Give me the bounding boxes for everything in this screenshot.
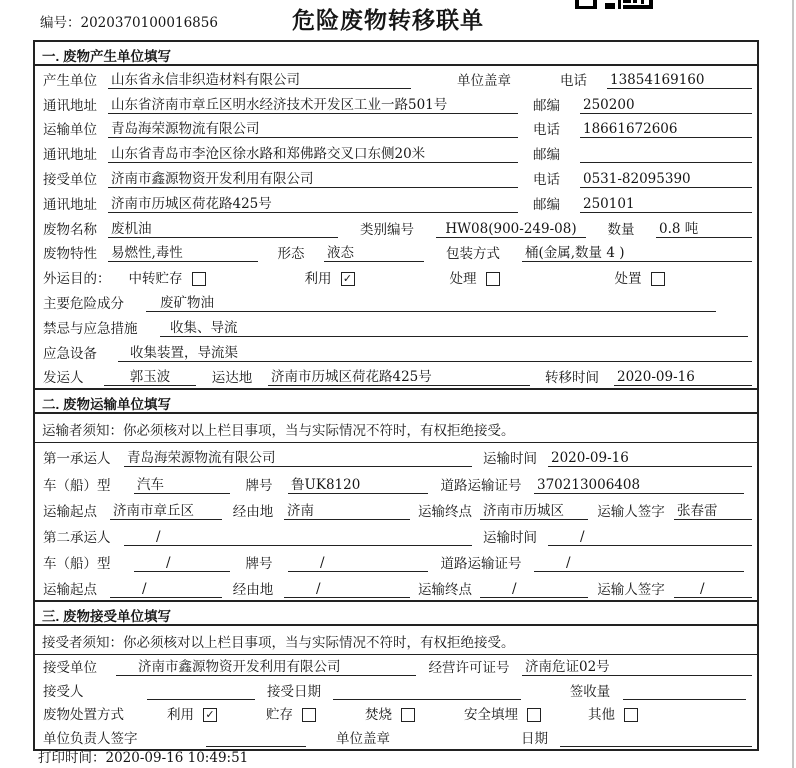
checkbox-disposal-utilize: ✓: [203, 708, 217, 722]
print-time: [38, 746, 248, 766]
quantity-field: 0.8 吨: [656, 217, 752, 238]
document-header: [0, 0, 796, 40]
row-vehicle-1: [35, 469, 757, 495]
vehicle-label: 车（船）型: [43, 555, 111, 572]
plate1-field: 鲁UK8120: [288, 473, 428, 494]
option-label: 利用: [167, 707, 194, 724]
row-disposal-method: [35, 702, 757, 726]
address-label: 通讯地址: [43, 147, 97, 164]
option-label: 焚烧: [365, 707, 392, 724]
via-label: 经由地: [232, 503, 274, 520]
vehicle-label: 车（船）型: [43, 477, 111, 494]
purpose-option-dispose: [612, 267, 665, 287]
row-transporter-address: [35, 140, 757, 165]
vehicle2-field: /: [134, 555, 230, 572]
transport-time-label: 运输时间: [483, 451, 537, 468]
transporter-notice: 运输者须知：你必须核对以上栏目事项，当与实际情况不符时，有权拒绝接受。: [35, 414, 757, 443]
signed-qty-field: [623, 699, 746, 700]
form-label: 形态: [277, 246, 305, 263]
license-field: 济南危证02号: [522, 655, 752, 676]
row-carrier-1: [35, 443, 757, 469]
sign1-field: 张春雷: [674, 499, 752, 520]
page-title: 危险废物转移联单: [292, 7, 484, 33]
zip-label: 邮编: [533, 97, 560, 114]
equipment-field: 收集装置，导流渠: [118, 341, 752, 362]
checkbox-transfer-storage: [192, 272, 206, 286]
row-hazard-component: [35, 289, 757, 314]
equipment-label: 应急设备: [43, 345, 97, 362]
packing-label: 包装方式: [446, 246, 500, 263]
road-cert2-field: /: [534, 555, 744, 572]
row-producer: [35, 66, 757, 91]
shipper-label: 发运人: [43, 370, 84, 387]
row-receiver-address: [35, 190, 757, 215]
section-transport: [35, 388, 757, 600]
section-producer: [35, 42, 757, 388]
disposal-option-utilize: [164, 703, 217, 723]
checkbox-disposal-landfill: [527, 708, 541, 722]
disposal-option-other: [585, 703, 638, 723]
option-label: 安全填埋: [464, 707, 518, 724]
producer-address-field: 山东省济南市章丘区明水经济技术开发区工业一路501号: [108, 93, 518, 114]
carrier1-field: 青岛海荣源物流有限公司: [124, 446, 472, 467]
disposal-option-incinerate: [362, 703, 415, 723]
row-waste-character: [35, 240, 757, 265]
producer-label: 产生单位: [43, 72, 97, 89]
disposal-option-landfill: [461, 703, 541, 723]
transport-time1-field: 2020-09-16: [548, 450, 752, 467]
option-label: 中转贮存: [128, 271, 183, 288]
via2-field: /: [284, 581, 410, 598]
receiver-address-field: 济南市历城区荷花路425号: [108, 192, 518, 213]
packing-field: 桶(金属,数量 4 ): [522, 241, 752, 262]
carrier2-label: 第二承运人: [43, 529, 111, 546]
row-waste-name: [35, 215, 757, 240]
truncated-stamp-icon: [575, 0, 653, 10]
serial-label: 编号：: [40, 15, 81, 31]
checkbox-dispose: [651, 272, 665, 286]
unit-seal-label: 单位盖章: [457, 72, 511, 89]
row-receiving-person: [35, 678, 757, 702]
disposal-option-storage: [263, 703, 316, 723]
serial-value: 2020370100016856: [80, 15, 218, 31]
section-receiver: [35, 600, 757, 749]
transport-time2-field: /: [548, 529, 752, 546]
checkbox-utilize: ✓: [341, 272, 355, 286]
row-receiver: [35, 165, 757, 190]
waste-name-label: 废物名称: [43, 221, 97, 238]
row-receiving-unit: [35, 655, 757, 679]
address-label: 通讯地址: [43, 97, 97, 114]
receiver-unit-label: 接受单位: [43, 171, 97, 188]
carrier2-field: /: [124, 529, 472, 546]
end-label: 运输终点: [418, 581, 472, 598]
date-field: [560, 746, 752, 747]
row-producer-address: [35, 91, 757, 116]
print-time-value: 2020-09-16 10:49:51: [105, 750, 249, 766]
row-vehicle-2: [35, 548, 757, 574]
shipper-field: 郭玉波: [104, 365, 196, 386]
purpose-option-utilize: [302, 267, 355, 287]
receiving-unit-field: 济南市鑫源物资开发利用有限公司: [116, 655, 416, 676]
sign-label: 运输人签字: [597, 581, 665, 598]
form-field: 液态: [324, 241, 424, 262]
plate-label: 牌号: [245, 477, 273, 494]
origin1-field: 济南市章丘区: [110, 499, 222, 520]
origin-label: 运输起点: [43, 581, 97, 598]
receiver-notice: 接受者须知：你必须核对以上栏目事项，当与实际情况不符时，有权拒绝接受。: [35, 626, 757, 655]
category-field: HW08(900-249-08): [436, 221, 586, 238]
purpose-option-transfer-storage: [126, 267, 206, 287]
transporter-zip-field: [580, 162, 752, 163]
zip-label: 邮编: [533, 147, 560, 164]
receiving-unit-label: 接受单位: [43, 660, 97, 677]
option-label: 利用: [304, 271, 332, 288]
disposal-label: 废物处置方式: [43, 707, 124, 724]
end2-field: /: [480, 581, 588, 598]
purpose-option-treat: [447, 267, 500, 287]
origin2-field: /: [110, 581, 222, 598]
row-shipper: [35, 364, 757, 389]
transporter-field: 青岛海荣源物流有限公司: [108, 117, 518, 138]
receiver-zip-field: 250101: [580, 196, 752, 213]
row-carrier-2: [35, 522, 757, 548]
receiver-phone-field: 0531-82095390: [580, 171, 752, 188]
phone-label: 电话: [560, 72, 587, 89]
hazard-label: 主要危险成分: [43, 295, 124, 312]
plate-label: 牌号: [245, 555, 273, 572]
transfer-time-label: 转移时间: [545, 370, 599, 387]
road-cert1-field: 370213006408: [534, 477, 744, 494]
unit-seal-label: 单位盖章: [336, 730, 390, 747]
via-label: 经由地: [232, 581, 274, 598]
checkbox-disposal-incinerate: [401, 708, 415, 722]
option-label: 其他: [588, 707, 615, 724]
sign2-field: /: [674, 581, 752, 598]
print-time-label: 打印时间：: [38, 750, 106, 766]
date-label: 日期: [521, 730, 548, 747]
receiving-person-label: 接受人: [43, 683, 84, 700]
row-purpose: [35, 264, 757, 289]
character-field: 易燃性,毒性: [108, 241, 258, 262]
waste-name-field: 废机油: [108, 217, 338, 238]
checkbox-treat: [486, 272, 500, 286]
manifest-form: [33, 40, 759, 751]
producer-phone-field: 13854169160: [607, 72, 752, 89]
option-label: 处理: [449, 271, 477, 288]
section-2-heading: 二. 废物运输单位填写: [35, 388, 757, 414]
sign-label: 运输人签字: [597, 503, 665, 520]
producer-field: 山东省永信非织造材料有限公司: [108, 68, 411, 89]
transporter-address-field: 山东省青岛市李沧区徐水路和郑佛路交叉口东侧20米: [108, 142, 518, 163]
receive-date-field: [333, 699, 521, 700]
section-1-heading: 一. 废物产生单位填写: [35, 42, 757, 66]
receiver-unit-field: 济南市鑫源物资开发利用有限公司: [108, 167, 518, 188]
row-transporter: [35, 116, 757, 141]
transporter-label: 运输单位: [43, 122, 97, 139]
row-route-1: [35, 496, 757, 522]
row-taboo-measures: [35, 314, 757, 339]
destination-field: 济南市历城区荷花路425号: [268, 365, 530, 386]
checkbox-disposal-storage: [302, 708, 316, 722]
phone-label: 电话: [533, 171, 560, 188]
address-label: 通讯地址: [43, 196, 97, 213]
carrier1-label: 第一承运人: [43, 451, 111, 468]
via1-field: 济南: [284, 499, 410, 520]
end1-field: 济南市历城区: [480, 499, 588, 520]
signed-qty-label: 签收量: [569, 683, 611, 700]
transport-time-label: 运输时间: [483, 529, 537, 546]
transfer-time-field: 2020-09-16: [614, 369, 752, 386]
receive-date-label: 接受日期: [267, 683, 321, 700]
receiving-person-field: [147, 699, 255, 700]
page-edge-line: [792, 0, 794, 768]
character-label: 废物特性: [43, 246, 97, 263]
quantity-label: 数量: [607, 221, 635, 238]
hazard-field: 废矿物油: [146, 291, 716, 312]
option-label: 处置: [614, 271, 642, 288]
responsible-sign-label: 单位负责人签字: [43, 730, 138, 747]
vehicle1-field: 汽车: [134, 473, 230, 494]
phone-label: 电话: [533, 122, 560, 139]
road-cert-label: 道路运输证号: [440, 477, 522, 494]
taboo-label: 禁忌与应急措施: [43, 320, 138, 337]
road-cert-label: 道路运输证号: [440, 555, 522, 572]
origin-label: 运输起点: [43, 503, 97, 520]
section-3-heading: 三. 废物接受单位填写: [35, 600, 757, 626]
category-label: 类别编号: [360, 221, 414, 238]
plate2-field: /: [288, 555, 428, 572]
destination-label: 运达地: [211, 370, 253, 387]
transporter-phone-field: 18661672606: [580, 121, 752, 138]
end-label: 运输终点: [418, 503, 472, 520]
row-route-2: [35, 574, 757, 600]
option-label: 贮存: [266, 707, 293, 724]
producer-zip-field: 250200: [580, 97, 752, 114]
taboo-field: 收集、导流: [160, 316, 748, 337]
zip-label: 邮编: [533, 196, 560, 213]
license-label: 经营许可证号: [428, 660, 510, 677]
purpose-label: 外运目的：: [43, 271, 111, 288]
row-emergency-equipment: [35, 339, 757, 364]
checkbox-disposal-other: [624, 708, 638, 722]
